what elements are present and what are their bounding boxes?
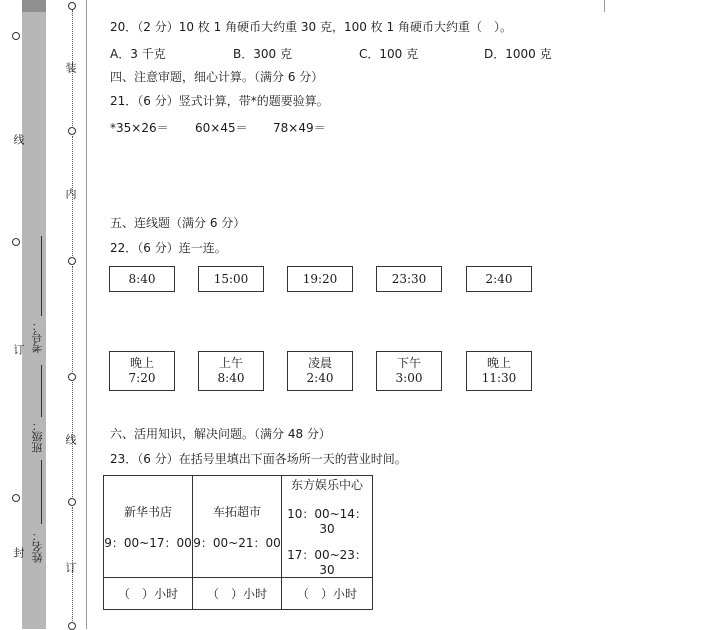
label-box[interactable] (109, 351, 175, 391)
store-hours: 9：00~17：00 (104, 535, 192, 550)
question-23: 23．（6 分）在括号里填出下面各场所一天的营业时间。 (110, 452, 407, 466)
question-22: 22．（6 分）连一连。 (110, 241, 227, 255)
section-4-heading: 四、注意审题，细心计算。（满分 6 分） (110, 70, 324, 84)
binding-dotted-line (72, 266, 73, 372)
store-cell (193, 476, 282, 578)
binding-hole (12, 32, 20, 40)
store-hours: 17：00~23：30 (287, 548, 367, 577)
question-21: 21．（6 分）竖式计算，带*的题要验算。 (110, 94, 329, 108)
store-hours: 9：00~21：00 (193, 535, 281, 550)
label-time: 7:20 (128, 371, 156, 385)
answer-cell[interactable]: （ ）小时 (282, 578, 373, 610)
answer-cell[interactable]: （ ）小时 (193, 578, 282, 610)
binding-char: 线 (64, 434, 77, 445)
class-label: 班级： (31, 420, 44, 453)
option-d: D．1000 克 (484, 47, 552, 61)
binding-hole (12, 238, 20, 246)
margin-side-char: 订 (12, 344, 25, 355)
exam-number-field[interactable] (41, 236, 42, 316)
binding-hole (68, 257, 76, 265)
binding-strip (46, 0, 86, 629)
label-period: 下午 (396, 356, 421, 370)
calc-item: 60×45＝ (195, 121, 248, 135)
name-field[interactable] (41, 460, 42, 524)
label-time: 11:30 (481, 371, 517, 385)
store-name: 东方娱乐中心 (290, 478, 363, 492)
binding-char: 订 (64, 562, 77, 573)
label-time: 2:40 (306, 371, 334, 385)
store-name: 车拓超市 (212, 504, 261, 519)
margin-side-char: 线 (12, 134, 25, 145)
question-20: 20．（2 分）10 枚 1 角硬币大约重 30 克，100 枚 1 角硬币大约重（ ）。 (110, 20, 512, 34)
binding-hole (12, 494, 20, 502)
page-edge-right (604, 0, 605, 12)
answer-cell[interactable]: （ ）小时 (104, 578, 193, 610)
store-cell (282, 476, 373, 578)
margin-side-char: 封 (12, 547, 25, 558)
binding-hole (68, 127, 76, 135)
label-period: 晚上 (129, 356, 154, 370)
calc-item: *35×26＝ (110, 121, 169, 135)
class-field[interactable] (41, 365, 42, 417)
binding-margin-top (22, 0, 46, 12)
time-box[interactable]: 19:20 (287, 266, 353, 292)
label-time: 3:00 (395, 371, 423, 385)
time-box[interactable]: 15:00 (198, 266, 264, 292)
binding-hole (68, 373, 76, 381)
label-time: 8:40 (217, 371, 245, 385)
label-box[interactable] (198, 351, 264, 391)
time-box[interactable]: 23:30 (376, 266, 442, 292)
binding-hole (68, 498, 76, 506)
exam-number-label: 考号： (31, 320, 44, 353)
calc-item: 78×49＝ (273, 121, 326, 135)
label-period: 凌晨 (307, 356, 332, 370)
store-name: 新华书店 (123, 504, 172, 519)
binding-char: 装 (64, 62, 77, 73)
label-period: 晚上 (486, 356, 511, 370)
label-box[interactable] (376, 351, 442, 391)
label-period: 上午 (218, 356, 243, 370)
store-cell (104, 476, 193, 578)
section-5-heading: 五、连线题（满分 6 分） (110, 216, 246, 230)
option-a: A．3 千克 (110, 47, 166, 61)
business-hours-table (103, 475, 373, 610)
binding-hole (68, 2, 76, 10)
option-b: B．300 克 (233, 47, 292, 61)
option-c: C．100 克 (359, 47, 419, 61)
label-box[interactable] (466, 351, 532, 391)
section-6-heading: 六、活用知识，解决问题。（满分 48 分） (110, 427, 331, 441)
page-edge-line (86, 0, 87, 629)
label-box[interactable] (287, 351, 353, 391)
store-hours: 10：00~14：30 (287, 507, 367, 536)
time-box[interactable]: 8:40 (109, 266, 175, 292)
binding-char: 内 (64, 188, 77, 199)
name-label: 姓名： (31, 530, 44, 563)
time-box[interactable]: 2:40 (466, 266, 532, 292)
